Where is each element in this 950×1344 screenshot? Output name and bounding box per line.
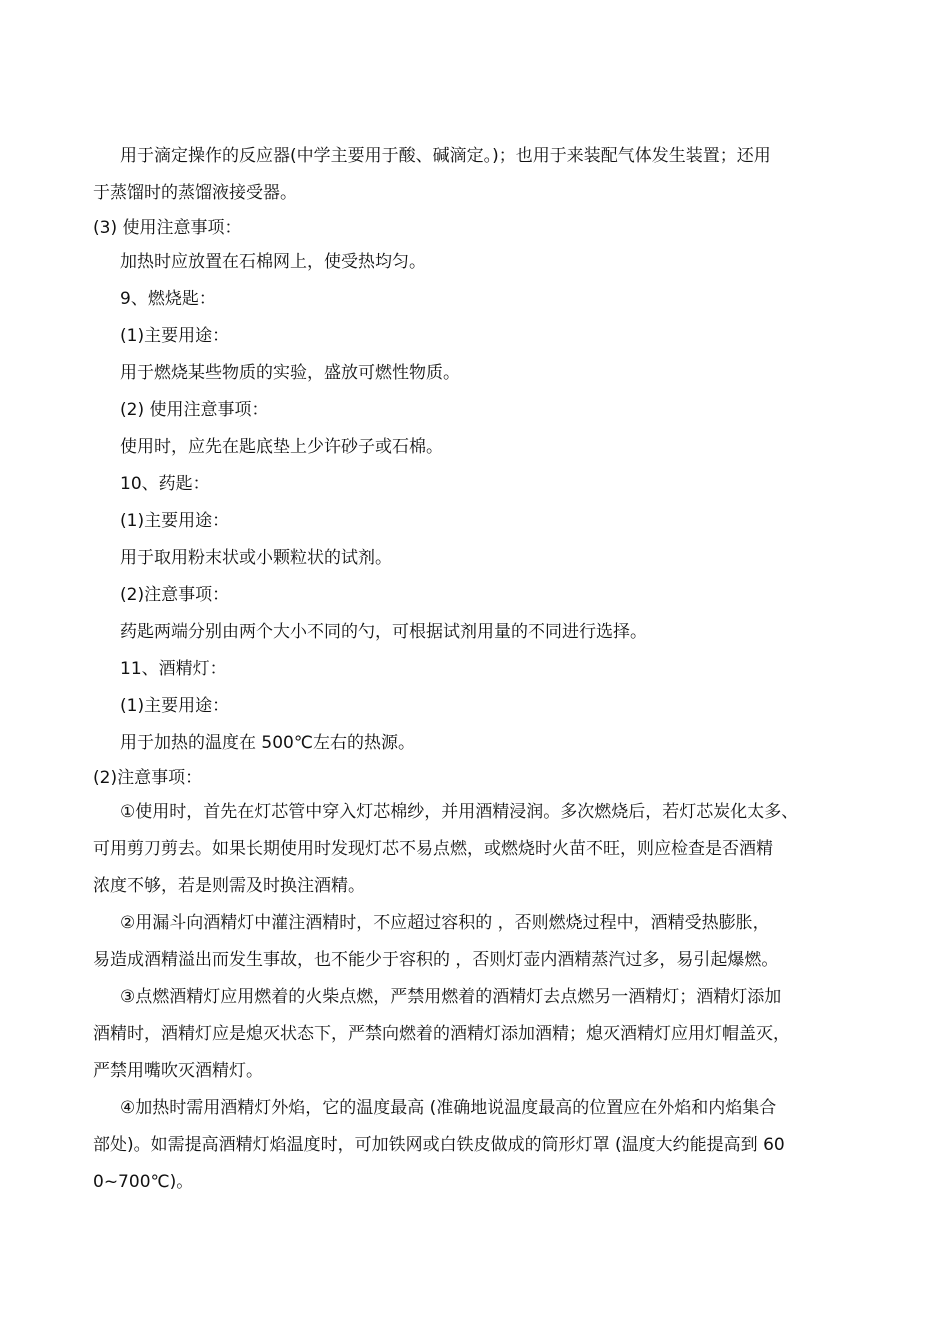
subheading: (1)主要用途： (120, 326, 230, 346)
paragraph-line: 部处)。如需提高酒精灯焰温度时，可加铁网或白铁皮做成的筒形灯罩 (温度大约能提高到 60 (93, 1135, 785, 1155)
item-heading: 10、药匙： (120, 474, 210, 494)
subheading: (2) 使用注意事项： (120, 400, 269, 420)
item-heading: 11、酒精灯： (120, 659, 227, 679)
paragraph-line: ②用漏斗向酒精灯中灌注酒精时，不应超过容积的 ，否则燃烧过程中，酒精受热膨胀， (120, 913, 770, 933)
paragraph-line: 用于滴定操作的反应器(中学主要用于酸、碱滴定。)；也用于来装配气体发生装置；还用 (120, 146, 771, 166)
subheading: (2)注意事项： (93, 768, 203, 788)
paragraph-line: 使用时，应先在匙底垫上少许砂子或石棉。 (120, 437, 443, 457)
subheading: (1)主要用途： (120, 511, 230, 531)
item-heading: 9、燃烧匙： (120, 289, 216, 309)
paragraph-line: ④加热时需用酒精灯外焰，它的温度最高 (准确地说温度最高的位置应在外焰和内焰集合 (120, 1098, 777, 1118)
document-body (93, 138, 859, 1201)
paragraph-line: 酒精时，酒精灯应是熄灭状态下，严禁向燃着的酒精灯添加酒精；熄灭酒精灯应用灯帽盖灭， (93, 1024, 790, 1044)
paragraph-line: 用于燃烧某些物质的实验，盛放可燃性物质。 (120, 363, 460, 383)
paragraph-line: 0~700℃)。 (93, 1172, 194, 1192)
paragraph-line: 加热时应放置在石棉网上，使受热均匀。 (120, 252, 426, 272)
paragraph-line: 易造成酒精溢出而发生事故，也不能少于容积的 ，否则灯壶内酒精蒸汽过多，易引起爆燃。 (93, 950, 779, 970)
paragraph-line: 严禁用嘴吹灭酒精灯。 (93, 1061, 263, 1081)
paragraph-line: 药匙两端分别由两个大小不同的勺，可根据试剂用量的不同进行选择。 (120, 622, 647, 642)
section-heading: (3) 使用注意事项： (93, 218, 242, 238)
paragraph-line: 于蒸馏时的蒸馏液接受器。 (93, 183, 297, 203)
subheading: (2)注意事项： (120, 585, 230, 605)
paragraph-line: 浓度不够，若是则需及时换注酒精。 (93, 876, 365, 896)
paragraph-line: 用于取用粉末状或小颗粒状的试剂。 (120, 548, 392, 568)
paragraph-line: ③点燃酒精灯应用燃着的火柴点燃，严禁用燃着的酒精灯去点燃另一酒精灯；酒精灯添加 (120, 987, 782, 1007)
paragraph-line: 可用剪刀剪去。如果长期使用时发现灯芯不易点燃，或燃烧时火苗不旺，则应检查是否酒精 (93, 839, 773, 859)
paragraph-line: 用于加热的温度在 500℃左右的热源。 (120, 733, 415, 753)
subheading: (1)主要用途： (120, 696, 230, 716)
paragraph-line: ①使用时，首先在灯芯管中穿入灯芯棉纱，并用酒精浸润。多次燃烧后，若灯芯炭化太多、 (120, 802, 799, 822)
